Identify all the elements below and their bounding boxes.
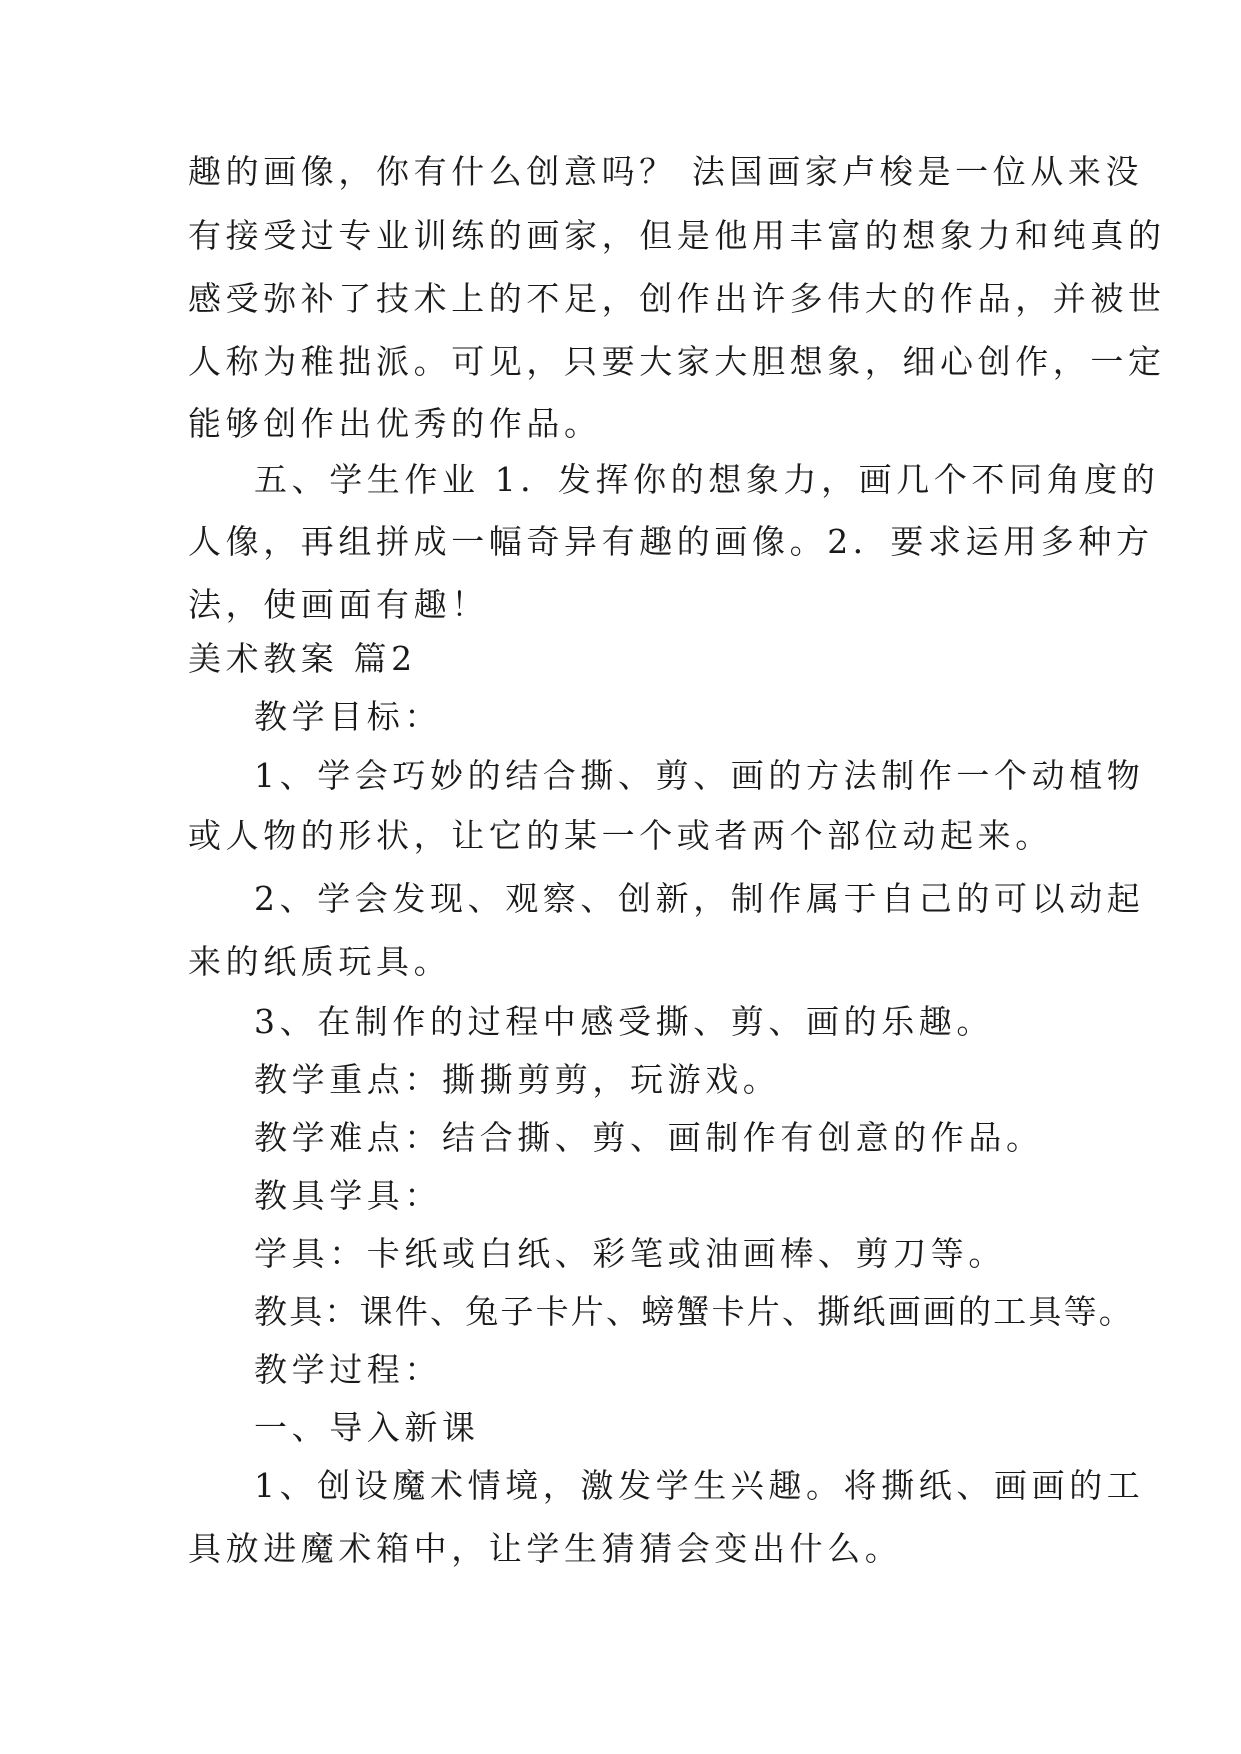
paragraph-line: 五、学生作业 1．发挥你的想象力，画几个不同角度的 — [254, 460, 1160, 499]
paragraph-line: 教学难点：结合撕、剪、画制作有创意的作品。 — [254, 1118, 1044, 1157]
paragraph-line: 或人物的形状，让它的某一个或者两个部位动起来。 — [188, 816, 1053, 855]
paragraph-line: 2、学会发现、观察、创新，制作属于自己的可以动起 — [254, 879, 1145, 918]
paragraph-line: 教学重点：撕撕剪剪，玩游戏。 — [254, 1060, 781, 1099]
paragraph-line: 来的纸质玩具。 — [188, 942, 452, 981]
section-heading: 美术教案 篇2 — [188, 639, 417, 678]
paragraph-line: 有接受过专业训练的画家，但是他用丰富的想象力和纯真的 — [188, 216, 1166, 255]
paragraph-line: 1、创设魔术情境，激发学生兴趣。将撕纸、画画的工 — [254, 1466, 1145, 1505]
paragraph-line: 学具：卡纸或白纸、彩笔或油画棒、剪刀等。 — [254, 1234, 1006, 1273]
paragraph-line: 一、导入新课 — [254, 1408, 480, 1447]
paragraph-line: 1、学会巧妙的结合撕、剪、画的方法制作一个动植物 — [254, 756, 1145, 795]
paragraph-line: 教学过程： — [254, 1350, 442, 1389]
paragraph-line: 感受弥补了技术上的不足，创作出许多伟大的作品，并被世 — [188, 279, 1166, 318]
paragraph-line: 人称为稚拙派。可见，只要大家大胆想象，细心创作，一定 — [188, 342, 1166, 381]
paragraph-line: 教具学具： — [254, 1176, 442, 1215]
paragraph-line: 趣的画像，你有什么创意吗？ 法国画家卢梭是一位从来没 — [188, 152, 1144, 191]
paragraph-line: 教学目标： — [254, 697, 442, 736]
paragraph-line: 法，使画面有趣！ — [188, 585, 489, 624]
paragraph-line: 能够创作出优秀的作品。 — [188, 404, 602, 443]
paragraph-line: 人像，再组拼成一幅奇异有趣的画像。2．要求运用多种方 — [188, 522, 1154, 561]
paragraph-line: 教具：课件、兔子卡片、螃蟹卡片、撕纸画画的工具等。 — [254, 1292, 1134, 1331]
paragraph-line: 具放进魔术箱中，让学生猜猜会变出什么。 — [188, 1529, 903, 1568]
paragraph-line: 3、在制作的过程中感受撕、剪、画的乐趣。 — [254, 1002, 994, 1041]
